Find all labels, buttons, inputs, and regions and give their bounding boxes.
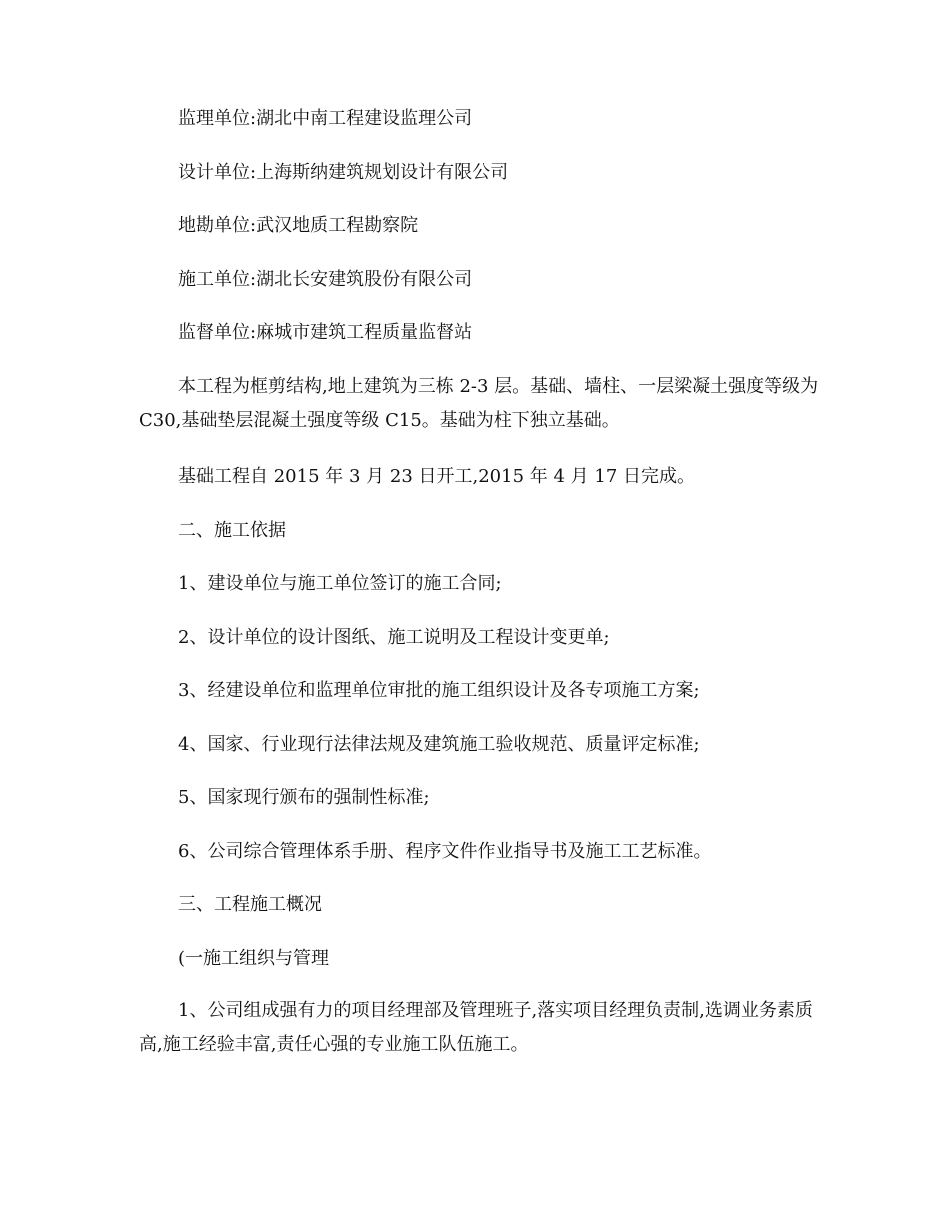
schedule-line: 基础工程自 2015 年 3 月 23 日开工,2015 年 4 月 17 日完成。 [178, 466, 695, 487]
oversight-unit-line: 监督单位:麻城市建筑工程质量监督站 [178, 322, 473, 343]
section-heading-basis: 二、施工依据 [178, 520, 286, 541]
project-overview-paragraph: 本工程为框剪结构,地上建筑为三栋 2-3 层。基础、墙柱、一层梁凝土强度等级为 C30,基础垫层混凝土强度等级 C15。基础为柱下独立基础。 [139, 376, 819, 431]
basis-item: 4、国家、行业现行法律法规及建筑施工验收规范、质量评定标准; [178, 734, 700, 755]
basis-item: 1、建设单位与施工单位签订的施工合同; [178, 573, 502, 594]
basis-item: 3、经建设单位和监理单位审批的施工组织设计及各专项施工方案; [178, 680, 700, 701]
design-unit-line: 设计单位:上海斯纳建筑规划设计有限公司 [178, 162, 509, 183]
basis-item: 2、设计单位的设计图纸、施工说明及工程设计变更单; [178, 627, 610, 648]
section-heading-overview: 三、工程施工概况 [178, 894, 322, 915]
subsection-heading-organization: (一施工组织与管理 [178, 948, 330, 969]
basis-item: 5、国家现行颁布的强制性标准; [178, 787, 430, 808]
survey-unit-line: 地勘单位:武汉地质工程勘察院 [178, 215, 419, 236]
construction-unit-line: 施工单位:湖北长安建筑股份有限公司 [178, 269, 473, 290]
organization-paragraph: 1、公司组成强有力的项目经理部及管理班子,落实项目经理负责制,选调业务素质高,施工经验丰富,责任心强的专业施工队伍施工。 [139, 1000, 813, 1055]
basis-item: 6、公司综合管理体系手册、程序文件作业指导书及施工工艺标准。 [178, 841, 712, 862]
supervision-unit-line: 监理单位:湖北中南工程建设监理公司 [178, 108, 473, 129]
